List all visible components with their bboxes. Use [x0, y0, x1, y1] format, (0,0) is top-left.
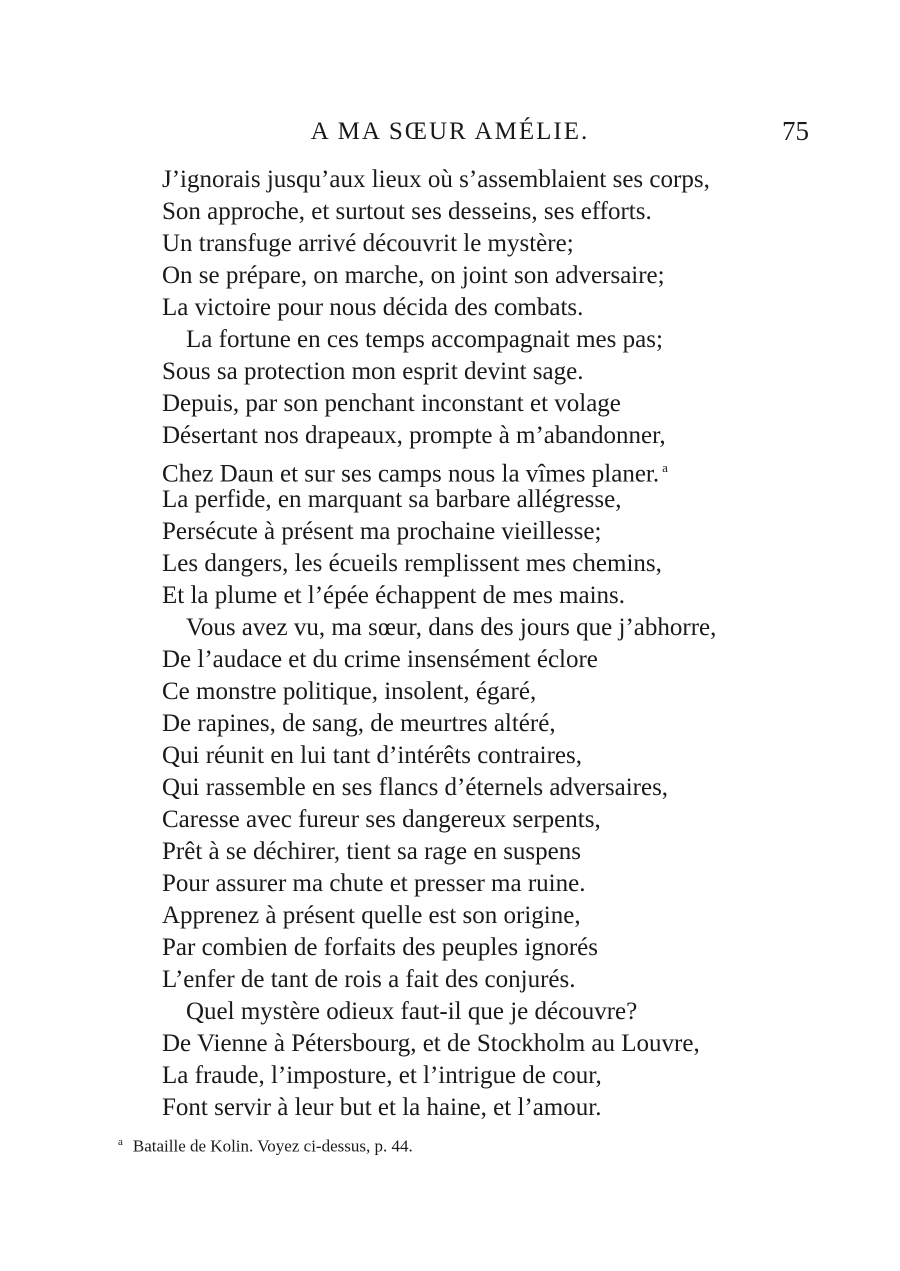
verse-line: Apprenez à présent quelle est son origine,: [162, 902, 581, 929]
verse-line: La fraude, l’imposture, et l’intrigue de cour,: [162, 1062, 602, 1089]
verse-line: Qui réunit en lui tant d’intérêts contraires,: [162, 742, 583, 769]
footnote-marker: a: [118, 1136, 123, 1148]
verse-line: Un transfuge arrivé découvrit le mystère;: [162, 230, 574, 257]
verse-line: J’ignorais jusqu’aux lieux où s’assemblaient ses corps,: [162, 166, 710, 193]
verse-line: Sous sa protection mon esprit devint sage.: [162, 358, 584, 385]
verse-line: La fortune en ces temps accompagnait mes pas;: [186, 326, 663, 353]
verse-line: Vous avez vu, ma sœur, dans des jours que j’abhorre,: [186, 614, 717, 641]
verse-line: Par combien de forfaits des peuples ignorés: [162, 934, 598, 961]
verse-line: L’enfer de tant de rois a fait des conjurés.: [162, 966, 576, 993]
verse-line: Prêt à se déchirer, tient sa rage en suspens: [162, 838, 581, 865]
verse-line: De l’audace et du crime insensément éclore: [162, 646, 598, 673]
verse-line: Chez Daun et sur ses camps nous la vîmes planer. $^a$: [162, 460, 668, 488]
verse-line: Désertant nos drapeaux, prompte à m’abandonner,: [162, 422, 666, 449]
verse-line: Font servir à leur but et la haine, et l’amour.: [162, 1094, 602, 1121]
verse-line: De Vienne à Pétersbourg, et de Stockholm au Louvre,: [162, 1030, 700, 1057]
running-head: A MA SŒUR AMÉLIE.: [310, 118, 590, 145]
verse-line: La perfide, en marquant sa barbare allégresse,: [162, 486, 622, 513]
footnote-reference: a: [662, 460, 668, 475]
verse-line: Qui rassemble en ses flancs d’éternels adversaires,: [162, 774, 669, 801]
footnote: [118, 1136, 413, 1157]
verse-line: Et la plume et l’épée échappent de mes mains.: [162, 582, 626, 609]
footnote-text: Bataille de Kolin. Voyez ci-dessus, p. 44.: [132, 1136, 413, 1156]
verse-line: De rapines, de sang, de meurtres altéré,: [162, 710, 556, 737]
verse-line: On se prépare, on marche, on joint son adversaire;: [162, 262, 665, 289]
verse-line: Quel mystère odieux faut-il que je découvre?: [186, 998, 638, 1025]
verse-line: Ce monstre politique, insolent, égaré,: [162, 678, 537, 705]
verse-line: Pour assurer ma chute et presser ma ruine.: [162, 870, 586, 897]
verse-line: Son approche, et surtout ses desseins, ses efforts.: [162, 198, 652, 225]
verse-line: Depuis, par son penchant inconstant et volage: [162, 390, 621, 417]
verse-line: Caresse avec fureur ses dangereux serpents,: [162, 806, 601, 833]
verse-line: Les dangers, les écueils remplissent mes chemins,: [162, 550, 662, 577]
poem-verse: [162, 164, 802, 1124]
verse-line: La victoire pour nous décida des combats.: [162, 294, 584, 321]
page-number: 75: [782, 116, 809, 146]
verse-line: Persécute à présent ma prochaine vieillesse;: [162, 518, 602, 545]
